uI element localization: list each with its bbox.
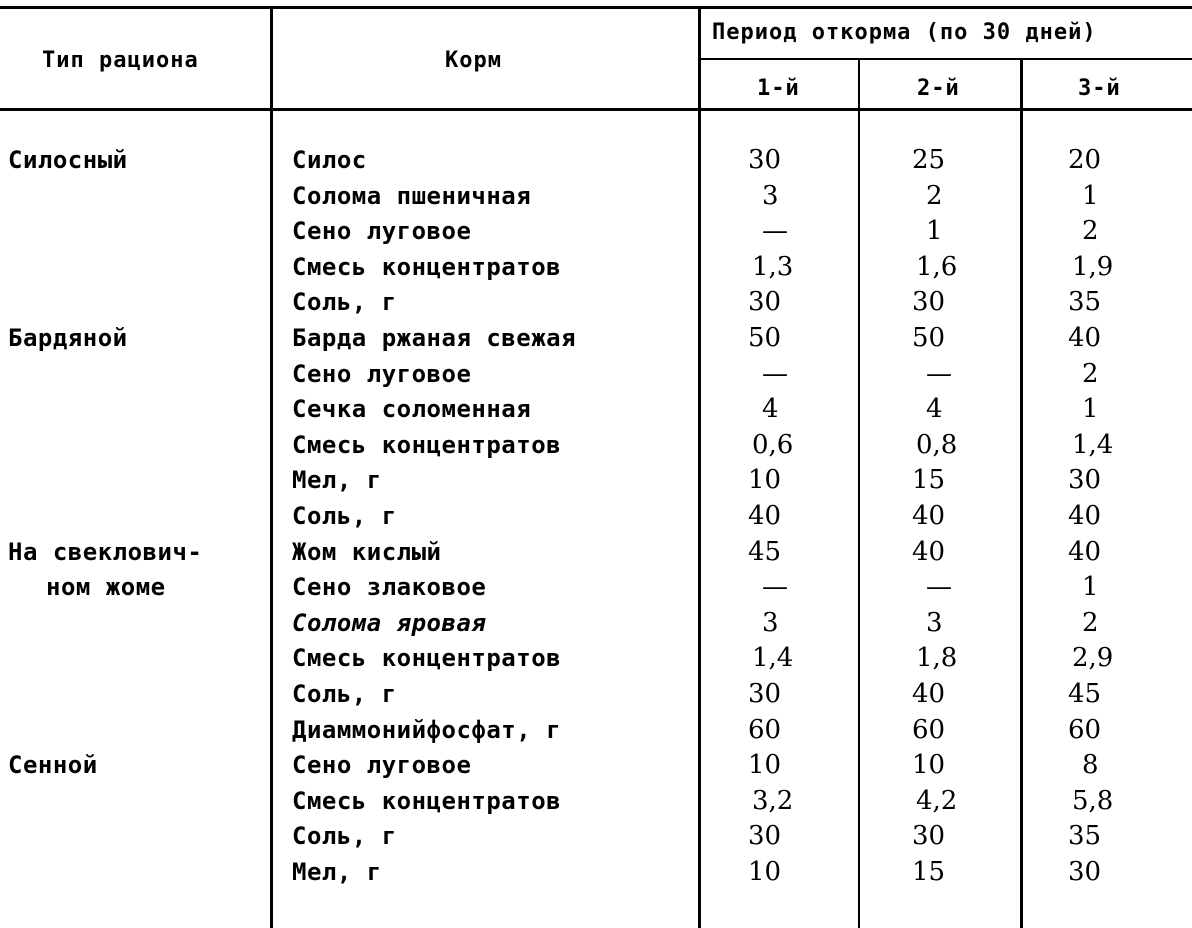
table-row [0, 357, 1192, 393]
feed-name: Диаммонийфосфат, г [292, 715, 562, 744]
feed-name: Жом кислый [292, 537, 442, 566]
period-3-value: 40 [1068, 500, 1102, 531]
table-row [0, 179, 1192, 215]
table-row [0, 499, 1192, 535]
ration-type: ном жоме [46, 573, 166, 602]
table-row [0, 250, 1192, 286]
header-fattening-period: Период откорма (по 30 дней) [712, 20, 1097, 45]
table-row [0, 392, 1192, 428]
feed-name: Солома пшеничная [292, 181, 532, 210]
period-1-value: 1,3 [752, 251, 794, 282]
period-1-value: 3 [762, 180, 779, 211]
feed-name: Сечка соломенная [292, 395, 532, 424]
period-3-value: 35 [1068, 821, 1102, 852]
table-row [0, 641, 1192, 677]
table-row [0, 819, 1192, 855]
feed-name: Смесь концентратов [292, 644, 562, 673]
period-1-value: — [762, 572, 788, 603]
period-1-value: 40 [748, 500, 782, 531]
period-2-value: 30 [912, 287, 946, 318]
period-1-value: 60 [748, 714, 782, 745]
header-period-3: 3-й [1078, 76, 1121, 101]
feed-name: Смесь концентратов [292, 252, 562, 281]
feed-name: Смесь концентратов [292, 786, 562, 815]
period-subheader-rule [700, 58, 1192, 60]
period-3-value: 30 [1068, 856, 1102, 887]
feed-name: Силос [292, 146, 367, 174]
table-row [0, 713, 1192, 749]
period-1-value: — [762, 216, 788, 247]
ration-type: Сенной [8, 751, 98, 780]
period-3-value: 20 [1068, 145, 1102, 175]
period-2-value: 30 [912, 821, 946, 852]
period-1-value: 10 [748, 750, 782, 781]
table-row [0, 748, 1192, 784]
feed-name: Мел, г [292, 857, 382, 886]
period-1-value: 30 [748, 678, 782, 709]
feed-name: Солома яровая [292, 608, 487, 637]
period-2-value: 40 [912, 678, 946, 709]
period-1-value: 10 [748, 465, 782, 496]
table-row [0, 285, 1192, 321]
table-row [0, 143, 1192, 179]
period-1-value: 10 [748, 856, 782, 887]
table-row [0, 428, 1192, 464]
period-2-value: 15 [912, 856, 946, 887]
period-2-value: 4 [926, 394, 943, 425]
period-3-value: 35 [1068, 287, 1102, 318]
period-3-value: 1 [1082, 180, 1099, 211]
period-1-value: 50 [748, 322, 782, 353]
feed-name: Барда ржаная свежая [292, 323, 577, 352]
period-3-value: 40 [1068, 536, 1102, 567]
period-1-value: 30 [748, 287, 782, 318]
period-2-value: 0,8 [916, 429, 958, 460]
period-1-value: 45 [748, 536, 782, 567]
period-2-value: 2 [926, 180, 943, 211]
period-3-value: 60 [1068, 714, 1102, 745]
period-3-value: 30 [1068, 465, 1102, 496]
period-1-value: 0,6 [752, 429, 794, 460]
period-3-value: 1,4 [1072, 429, 1114, 460]
period-2-value: 40 [912, 500, 946, 531]
period-1-value: 3 [762, 607, 779, 638]
period-2-value: 15 [912, 465, 946, 496]
feed-name: Смесь концентратов [292, 430, 562, 459]
feed-name: Сено луговое [292, 359, 472, 388]
period-2-value: 1 [926, 216, 943, 247]
feed-name: Сено луговое [292, 217, 472, 246]
period-1-value: 3,2 [752, 785, 794, 816]
table-row [0, 321, 1192, 357]
period-2-value: 50 [912, 322, 946, 353]
feed-name: Сено луговое [292, 751, 472, 780]
period-3-value: 40 [1068, 322, 1102, 353]
table-row [0, 606, 1192, 642]
period-3-value: 1 [1082, 572, 1099, 603]
feed-name: Мел, г [292, 466, 382, 495]
period-2-value: 1,6 [916, 251, 958, 282]
period-3-value: 2,9 [1072, 643, 1114, 674]
period-3-value: 5,8 [1072, 785, 1114, 816]
header-bottom-rule [0, 108, 1192, 111]
period-1-value: 30 [748, 145, 782, 175]
table-row [0, 535, 1192, 571]
header-period-1: 1-й [757, 76, 800, 101]
table-row [0, 570, 1192, 606]
header-period-2: 2-й [917, 76, 960, 101]
table-row [0, 677, 1192, 713]
period-2-value: 10 [912, 750, 946, 781]
table-row [0, 214, 1192, 250]
period-2-value: 1,8 [916, 643, 958, 674]
feed-name: Соль, г [292, 501, 397, 530]
period-2-value: 3 [926, 607, 943, 638]
header-feed: Корм [445, 48, 502, 73]
period-3-value: 1 [1082, 394, 1099, 425]
period-3-value: 2 [1082, 216, 1099, 247]
feed-name: Соль, г [292, 288, 397, 317]
feed-name: Соль, г [292, 822, 397, 851]
period-3-value: 1,9 [1072, 251, 1114, 282]
period-2-value: — [926, 572, 952, 603]
ration-type: Силосный [8, 146, 128, 174]
period-2-value: — [926, 358, 952, 389]
table-top-rule [0, 6, 1192, 9]
header-ration-type: Тип рациона [42, 48, 199, 73]
period-2-value: 40 [912, 536, 946, 567]
period-3-value: 2 [1082, 358, 1099, 389]
period-1-value: 1,4 [752, 643, 794, 674]
table-row [0, 463, 1192, 499]
feed-name: Сено злаковое [292, 573, 487, 602]
ration-type: Бардяной [8, 323, 128, 352]
feed-name: Соль, г [292, 679, 397, 708]
period-3-value: 8 [1082, 750, 1099, 781]
table-row [0, 855, 1192, 891]
period-2-value: 4,2 [916, 785, 958, 816]
period-2-value: 60 [912, 714, 946, 745]
table-body [0, 143, 1192, 890]
period-1-value: 30 [748, 821, 782, 852]
period-1-value: — [762, 358, 788, 389]
period-3-value: 2 [1082, 607, 1099, 638]
ration-type: На свеклович- [8, 537, 203, 566]
table-row [0, 784, 1192, 820]
period-1-value: 4 [762, 394, 779, 425]
period-3-value: 45 [1068, 678, 1102, 709]
period-2-value: 25 [912, 145, 946, 175]
